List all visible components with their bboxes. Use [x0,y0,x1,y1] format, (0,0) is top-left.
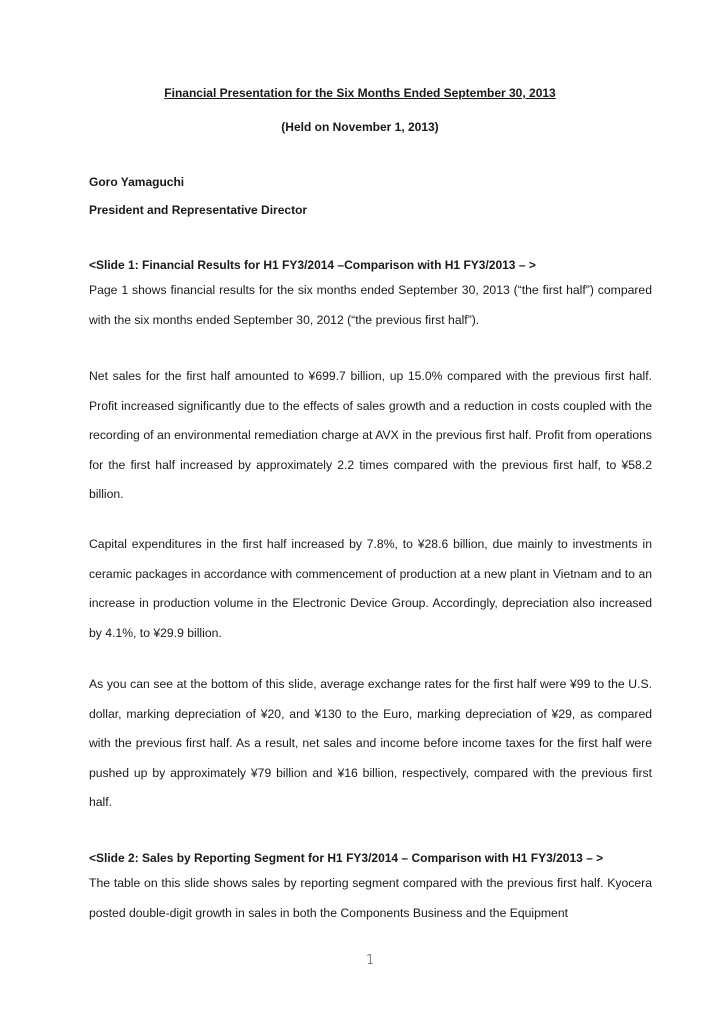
paragraph-2: Net sales for the first half amounted to ¥699.7 billion, up 15.0% compared with the previous first half. Profit increased significantly due to the effects of sales growth and a reduction in costs coupled with the recording of an environmental remediation charge at AVX in the previous first half. Profit from operations for the first half increased by approximately 2.2 times compared with the previous first half, to ¥58.2 billion. [89,369,652,501]
document-subtitle: (Held on November 1, 2013) [281,120,439,134]
slide1-heading: <Slide 1: Financial Results for H1 FY3/2014 –Comparison with H1 FY3/2013 – > [89,258,536,272]
paragraph-1: Page 1 shows financial results for the six months ended September 30, 2013 (“the first half”) compared with the six months ended September 30, 2012 (“the previous first half”). [89,283,652,327]
slide2-heading: <Slide 2: Sales by Reporting Segment for H1 FY3/2014 – Comparison with H1 FY3/2013 – > [89,851,604,865]
speaker-name: Goro Yamaguchi [89,175,185,189]
paragraph-5: The table on this slide shows sales by reporting segment compared with the previous first half. Kyocera posted double-digit growth in sales in both the Components Business and the Equipment [89,876,652,920]
document-title: Financial Presentation for the Six Months Ended September 30, 2013 [164,86,556,100]
page-number: 1 [365,953,375,968]
paragraph-4: As you can see at the bottom of this slide, average exchange rates for the first half were ¥99 to the U.S. dollar, marking depreciation of ¥20, and ¥130 to the Euro, marking depreciation of ¥29, as compared with the previous first half. As a result, net sales and income before income taxes for the first half were pushed up by approximately ¥79 billion and ¥16 billion, respectively, compared with the previous first half. [89,677,652,809]
speaker-title: President and Representative Director [89,203,308,217]
paragraph-3: Capital expenditures in the first half increased by 7.8%, to ¥28.6 billion, due mainly to investments in ceramic packages in accordance with commencement of production at a new plant in Vietnam and to an increase in production volume in the Electronic Device Group. Accordingly, depreciation also increased by 4.1%, to ¥29.9 billion. [89,537,652,640]
